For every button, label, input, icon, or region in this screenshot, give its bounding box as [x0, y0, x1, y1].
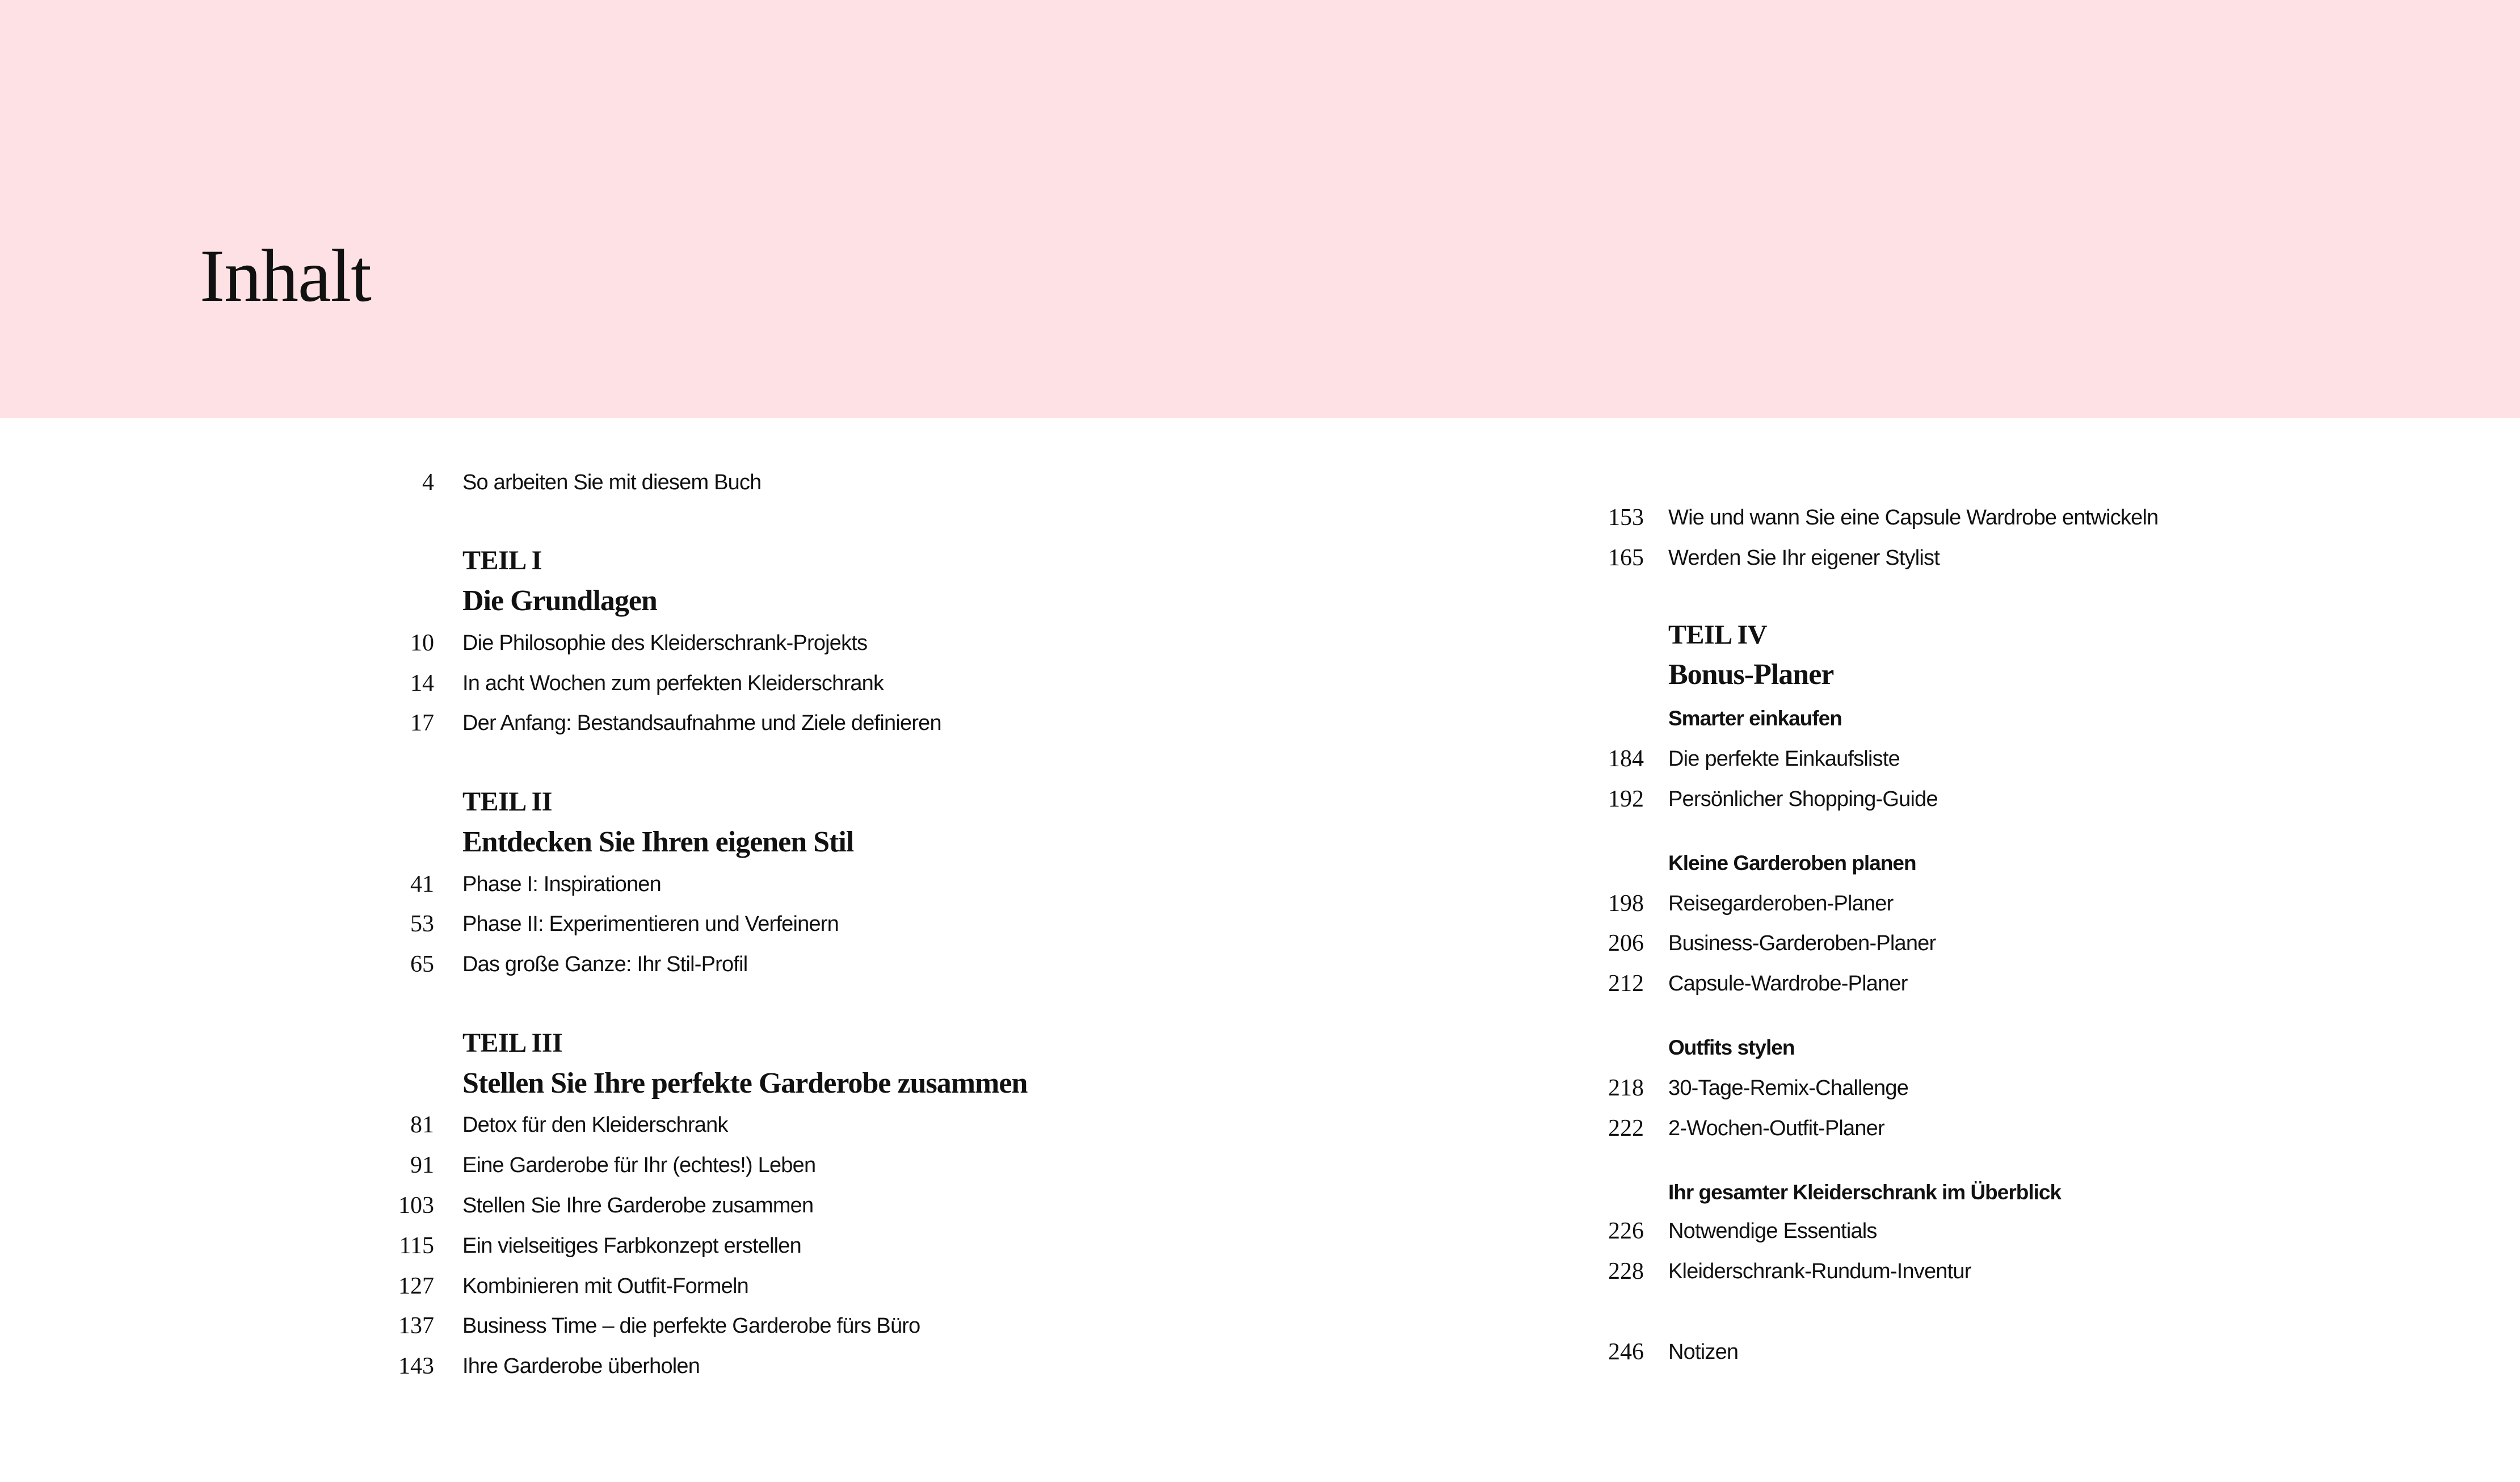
- page-number: 153: [1608, 504, 1644, 531]
- entry-title: Ihre Garderobe überholen: [462, 1354, 700, 1379]
- head-title: Entdecken Sie Ihren eigenen Stil: [462, 825, 854, 858]
- entry-title: Kombinieren mit Outfit-Formeln: [462, 1274, 748, 1298]
- page-number: 137: [398, 1313, 434, 1340]
- entry-title: In acht Wochen zum perfekten Kleiderschrank: [462, 671, 884, 695]
- entry-title: Notizen: [1668, 1340, 1739, 1364]
- entry-title: Der Anfang: Bestandsaufnahme und Ziele definieren: [462, 711, 941, 736]
- page-number: 165: [1608, 544, 1644, 571]
- entry-title: 2-Wochen-Outfit-Planer: [1668, 1116, 1884, 1141]
- sub-title: Kleine Garderoben planen: [1668, 851, 1916, 875]
- page-number: 127: [398, 1273, 434, 1299]
- entry-title: Business Time – die perfekte Garderobe fürs Büro: [462, 1314, 920, 1338]
- teil-title: TEIL IV: [1668, 619, 1767, 650]
- entry-title: Das große Ganze: Ihr Stil-Profil: [462, 952, 748, 977]
- entry-title: Notwendige Essentials: [1668, 1219, 1877, 1244]
- entry-title: Wie und wann Sie eine Capsule Wardrobe entwickeln: [1668, 505, 2159, 530]
- page-number: 246: [1608, 1338, 1644, 1365]
- page-number: 4: [422, 469, 434, 496]
- teil-title: TEIL II: [462, 787, 552, 817]
- page-number: 228: [1608, 1258, 1644, 1285]
- page-number: 218: [1608, 1075, 1644, 1102]
- page-number: 222: [1608, 1115, 1644, 1142]
- sub-title: Smarter einkaufen: [1668, 706, 1842, 730]
- entry-title: 30-Tage-Remix-Challenge: [1668, 1076, 1909, 1101]
- page-number: 17: [410, 710, 434, 737]
- head-title: Die Grundlagen: [462, 585, 657, 618]
- entry-title: Die perfekte Einkaufsliste: [1668, 746, 1900, 771]
- entry-title: Phase II: Experimentieren und Verfeinern: [462, 912, 839, 937]
- entry-title: Ein vielseitiges Farbkonzept erstellen: [462, 1233, 801, 1258]
- page-number: 198: [1608, 890, 1644, 917]
- page-number: 143: [398, 1353, 434, 1380]
- page-number: 103: [398, 1193, 434, 1219]
- entry-title: Die Philosophie des Kleiderschrank-Projekts: [462, 631, 868, 655]
- entry-title: Eine Garderobe für Ihr (echtes!) Leben: [462, 1153, 816, 1178]
- page-number: 226: [1608, 1218, 1644, 1245]
- entry-title: Stellen Sie Ihre Garderobe zusammen: [462, 1194, 814, 1217]
- teil-title: TEIL I: [462, 545, 542, 576]
- head-title: Bonus-Planer: [1668, 658, 1834, 691]
- entry-title: Business-Garderoben-Planer: [1668, 931, 1936, 956]
- entry-title: Werden Sie Ihr eigener Stylist: [1668, 545, 1940, 570]
- page-number: 212: [1608, 971, 1644, 997]
- page-number: 14: [410, 670, 434, 696]
- page-number: 53: [410, 911, 434, 938]
- page-number: 206: [1608, 930, 1644, 957]
- head-title: Stellen Sie Ihre perfekte Garderobe zusammen: [462, 1067, 1028, 1099]
- entry-title: Reisegarderoben-Planer: [1668, 891, 1894, 916]
- page-number: 10: [410, 629, 434, 656]
- page-number: 184: [1608, 745, 1644, 772]
- header-band: [0, 0, 2520, 418]
- page-number: 65: [410, 951, 434, 978]
- entry-title: Capsule-Wardrobe-Planer: [1668, 972, 1908, 996]
- entry-title: Kleiderschrank-Rundum-Inventur: [1668, 1260, 1971, 1284]
- page-number: 192: [1608, 786, 1644, 812]
- entry-title: Phase I: Inspirationen: [462, 872, 661, 896]
- sub-title: Outfits stylen: [1668, 1036, 1795, 1060]
- sub-title: Ihr gesamter Kleiderschrank im Überblick: [1668, 1181, 2062, 1204]
- entry-title: So arbeiten Sie mit diesem Buch: [462, 470, 762, 494]
- page-number: 91: [410, 1152, 434, 1179]
- page-number: 41: [410, 871, 434, 897]
- teil-title: TEIL III: [462, 1027, 563, 1058]
- page-number: 115: [399, 1232, 434, 1259]
- page-title: Inhalt: [200, 234, 371, 317]
- entry-title: Persönlicher Shopping-Guide: [1668, 787, 1938, 811]
- entry-title: Detox für den Kleiderschrank: [462, 1113, 728, 1137]
- page-number: 81: [410, 1112, 434, 1139]
